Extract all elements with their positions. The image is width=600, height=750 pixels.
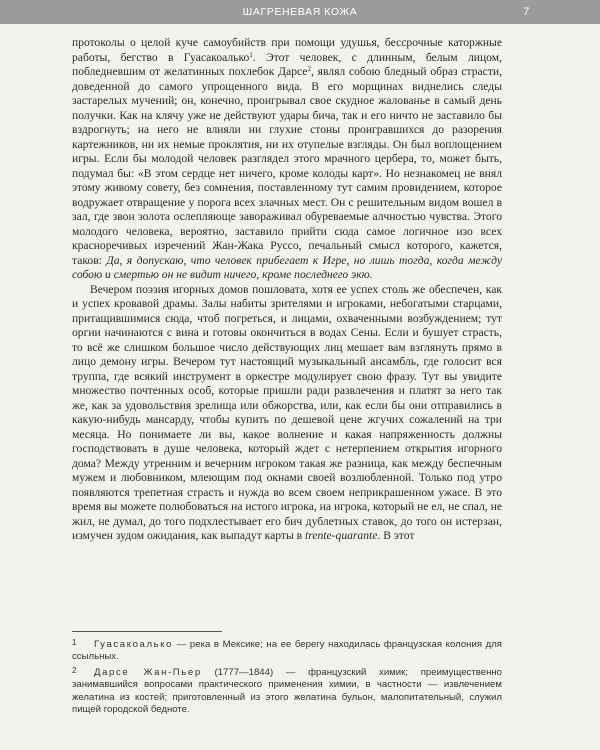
footnote-rule — [72, 631, 222, 632]
footnote-number: 2 — [72, 665, 77, 675]
text-run: протоколы о целой куче самоубийств при помощи удушья, бессрочные каторжные работы, бегство в Гуасакоалько — [72, 36, 502, 64]
footnote-1 — [72, 637, 502, 664]
italic-term: trente-quarante — [305, 529, 378, 542]
footnotes — [72, 637, 502, 717]
running-title: ШАГРЕНЕВАЯ КОЖА — [242, 6, 358, 18]
footnote-text: (1777—1844) — французский химик; преимущественно занимавшийся вопросами практического применения химии, в частности — извлечением желатина из костей; приготовленный из этого желатина бульон, малопитательный, служил пищей городской бедноте. — [72, 666, 503, 716]
text-run: . В этот — [377, 529, 415, 542]
text-run: Вечером поэзия игорных домов пошловата, хотя ее успех столь же обеспечен, как и успех кровавой драмы. Залы набиты зрителями и игроками, небогатыми старцами, притащившимися сюда, чтоб погреться, и лицами, охваченными возбуждением; тут оргии начинаются с вина и готовы окончиться в водах Сены. Если и бушует страсть, то всё же слишком большое число действующих лиц мешает вам взглянуть прямо в лицо демону игры. Вечером тут настоящий музыкальный ансамбль, где голосит вся труппа, где всякий инструмент в оркестре модулирует свою фразу. Тут вы увидите множество почтенных особ, которые пришли ради развлечения и платят за него так же, как за удовольствия зрелища или обжорства, или, как если бы они отправились в какую-нибудь мансарду, чтобы купить по дешевой цене жгучих сожалений на три месяца. Но понимаете ли вы, какое волнение и какая напряженность должны господствовать в душе человека, который ждет с нетерпением открытия игорного дома? Между утренним и вечерним игроком такая же разница, как между беспечным мужем и любовником, млеющим под окнами своей возлюбленной. Только под утро появляются трепетная страсть и нужда во всем своем неприкрашенном ужасе. В это время вы можете полюбоваться на истого игрока, на игрока, который не ел, не спал, не жил, не думал, до того подхлестывает его бич дублетных ставок, до того он истерзан, измучен зудом ожидания, как выпадут карты в — [72, 282, 502, 542]
rousseau-quote: Да, я допускаю, что человек прибегает к Игре, но лишь тогда, когда между собою и смертью он не видит ничего, кроме последнего экю. — [72, 253, 502, 281]
paragraph-2 — [72, 283, 502, 544]
running-header — [0, 0, 600, 24]
footnote-term: Дарсе Жан-Пьер — [94, 666, 202, 678]
footnote-term: Гуасакоалько — [94, 639, 174, 650]
footnote-2 — [72, 665, 502, 717]
text-run: . Этот человек, с длинным, белым лицом, побледневшим от желатинных похлебок Дарсе — [72, 50, 502, 78]
footnote-ref-1[interactable]: 1 — [249, 50, 253, 59]
page-number: 7 — [523, 6, 530, 18]
text-run: , являл собою бледный образ страсти, доведенной до самого упрощенного вида. В его морщинах виднелись следы застарелых мучений; он, конечно, проигрывал свое скудное жалованье в самый день получки. Как на клячу уже не действуют удары бича, так и его ничто не заставило бы вздрогнуть; на него не влияли ни глухие стоны проигравшихся до разорения картежников, ни их немые проклятия, ни их отупелые взгляды. Он был воплощением игры. Если бы молодой человек разглядел этого мрачного цербера, то, может быть, подумал бы: «В этом сердце нет ничего, кроме колоды карт». Но незнакомец не внял этому живому совету, без сомнения, поставленному тут самим провидением, которое водружает отвращение у порога всех злачных мест. Он с решительным видом вошел в зал, где звон золота ослепляюще завораживал обуреваемые алчностью чувства. Этого молодого человека, вероятно, заставило прийти сюда самое логичное изо всех красноречивых изречений Жан-Жака Руссо, печальный смысл которого, кажется, таков: — [72, 65, 502, 267]
main-text — [72, 36, 502, 544]
paragraph-1 — [72, 36, 502, 283]
footnote-ref-2[interactable]: 2 — [307, 65, 311, 73]
footnote-number: 1 — [72, 638, 77, 647]
footnote-text: — река в Мексике; на ее берегу находилась французская колония для ссыльных. — [72, 639, 502, 663]
